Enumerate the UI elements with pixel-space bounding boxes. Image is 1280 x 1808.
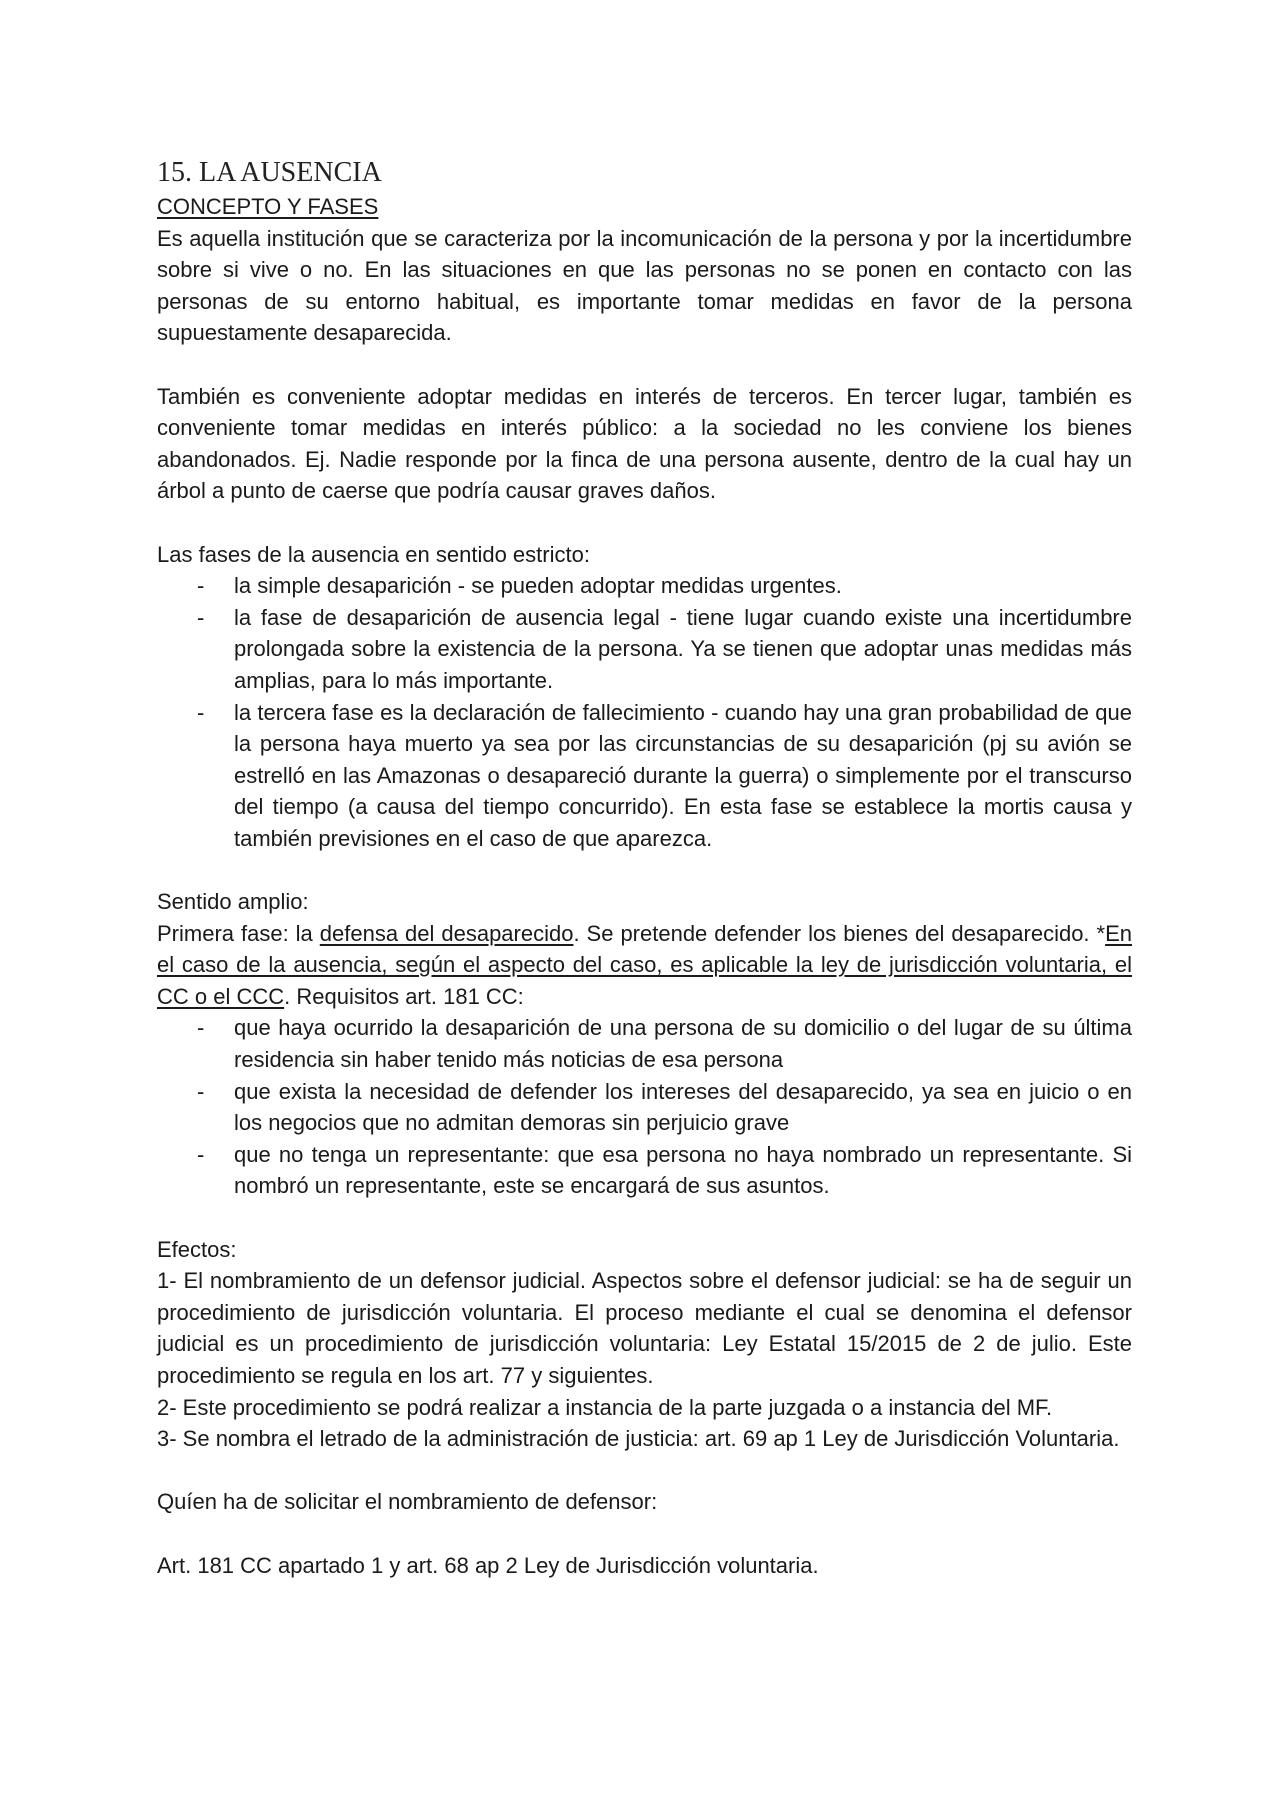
section-subtitle: CONCEPTO Y FASES	[157, 194, 379, 219]
broad-sense-label: Sentido amplio:	[157, 889, 309, 915]
phase-text: la tercera fase es la declaración de fallecimiento - cuando hay una gran probabilidad de que la persona haya muerto ya sea por las circunstancias de su desaparición (pj su avión se estrelló en las Amazonas o desapareció durante la guerra) o simplemente por el transcurso del tiempo (a causa del tiempo concurrido). En esta fase se establece la mortis causa y también previsiones en el caso de que aparezca.	[234, 699, 1132, 851]
document-title: 15. LA AUSENCIA	[157, 157, 382, 188]
effect-item: 2- Este procedimiento se podrá realizar a instancia de la parte juzgada o a instancia del MF.	[157, 1394, 1053, 1420]
spacer	[157, 854, 1132, 886]
defense-term: defensa del desaparecido	[319, 920, 574, 946]
dash-bullet: -	[197, 573, 205, 599]
effect-item: 3- Se nombra el letrado de la administración de justicia: art. 69 ap 1 Ley de Jurisdicción Voluntaria.	[157, 1426, 1120, 1452]
first-phase-paragraph	[157, 918, 1132, 1013]
first-phase-suffix: . Requisitos art. 181 CC:	[284, 983, 524, 1009]
list-item	[157, 697, 1132, 855]
spacer	[157, 1518, 1132, 1550]
requirement-text: que haya ocurrido la desaparición de una persona de su domicilio o del lugar de su última residencia sin haber tenido más noticias de esa persona	[234, 1015, 1132, 1073]
dash-bullet: -	[197, 604, 205, 630]
list-item	[157, 1076, 1132, 1139]
list-item	[157, 1139, 1132, 1202]
list-item	[157, 1012, 1132, 1075]
phases-list	[157, 570, 1132, 854]
second-paragraph: También es conveniente adoptar medidas en interés de terceros. En tercer lugar, también es conveniente tomar medidas en interés público: a la sociedad no les conviene los bienes abandonados. Ej. Nadie responde por la finca de una persona ausente, dentro de la cual hay un árbol a punto de caerse que podría causar graves daños.	[157, 383, 1132, 504]
requirement-text: que no tenga un representante: que esa persona no haya nombrado un representante. Si nombró un representante, este se encargará de sus asuntos.	[234, 1141, 1132, 1199]
dash-bullet: -	[197, 699, 205, 725]
dash-bullet: -	[197, 1141, 205, 1167]
spacer	[157, 1202, 1132, 1234]
who-requests-heading: Quíen ha de solicitar el nombramiento de defensor:	[157, 1489, 658, 1515]
applicable-law-note: En el caso de la ausencia, según el aspecto del caso, es aplicable la ley de jurisdicción voluntaria, el CC o el CCC	[157, 920, 1133, 1009]
intro-paragraph: Es aquella institución que se caracteriza por la incomunicación de la persona y por la incertidumbre sobre si vive o no. En las situaciones en que las personas no se ponen en contacto con las personas de su entorno habitual, es importante tomar medidas en favor de la persona supuestamente desaparecida.	[157, 225, 1132, 346]
phase-text: la simple desaparición - se pueden adoptar medidas urgentes.	[234, 573, 842, 599]
spacer	[157, 349, 1132, 381]
legal-reference: Art. 181 CC apartado 1 y art. 68 ap 2 Ley de Jurisdicción voluntaria.	[157, 1552, 819, 1578]
first-phase-prefix: Primera fase: la	[157, 920, 320, 946]
requirements-list	[157, 1012, 1132, 1202]
phase-text: la fase de desaparición de ausencia legal - tiene lugar cuando existe una incertidumbre prolongada sobre la existencia de la persona. Ya se tienen que adoptar unas medidas más amplias, para lo más importante.	[234, 604, 1132, 693]
document-page	[157, 155, 1132, 1581]
dash-bullet: -	[197, 1015, 205, 1041]
dash-bullet: -	[197, 1078, 205, 1104]
spacer	[157, 507, 1132, 539]
spacer	[157, 1455, 1132, 1487]
first-phase-middle: . Se pretende defender los bienes del desaparecido. *	[573, 920, 1106, 946]
effect-item: 1- El nombramiento de un defensor judicial. Aspectos sobre el defensor judicial: se ha de seguir un procedimiento de jurisdicción voluntaria. El proceso mediante el cual se denomina el defensor judicial es un procedimiento de jurisdicción voluntaria: Ley Estatal 15/2015 de 2 de julio. Este procedimiento se regula en los art. 77 y siguientes.	[157, 1268, 1132, 1388]
list-item	[157, 570, 1132, 602]
requirement-text: que exista la necesidad de defender los intereses del desaparecido, ya sea en juicio o en los negocios que no admitan demoras sin perjuicio grave	[234, 1078, 1132, 1136]
list-item	[157, 602, 1132, 697]
phases-intro: Las fases de la ausencia en sentido estricto:	[157, 541, 590, 567]
effects-label: Efectos:	[157, 1236, 237, 1262]
